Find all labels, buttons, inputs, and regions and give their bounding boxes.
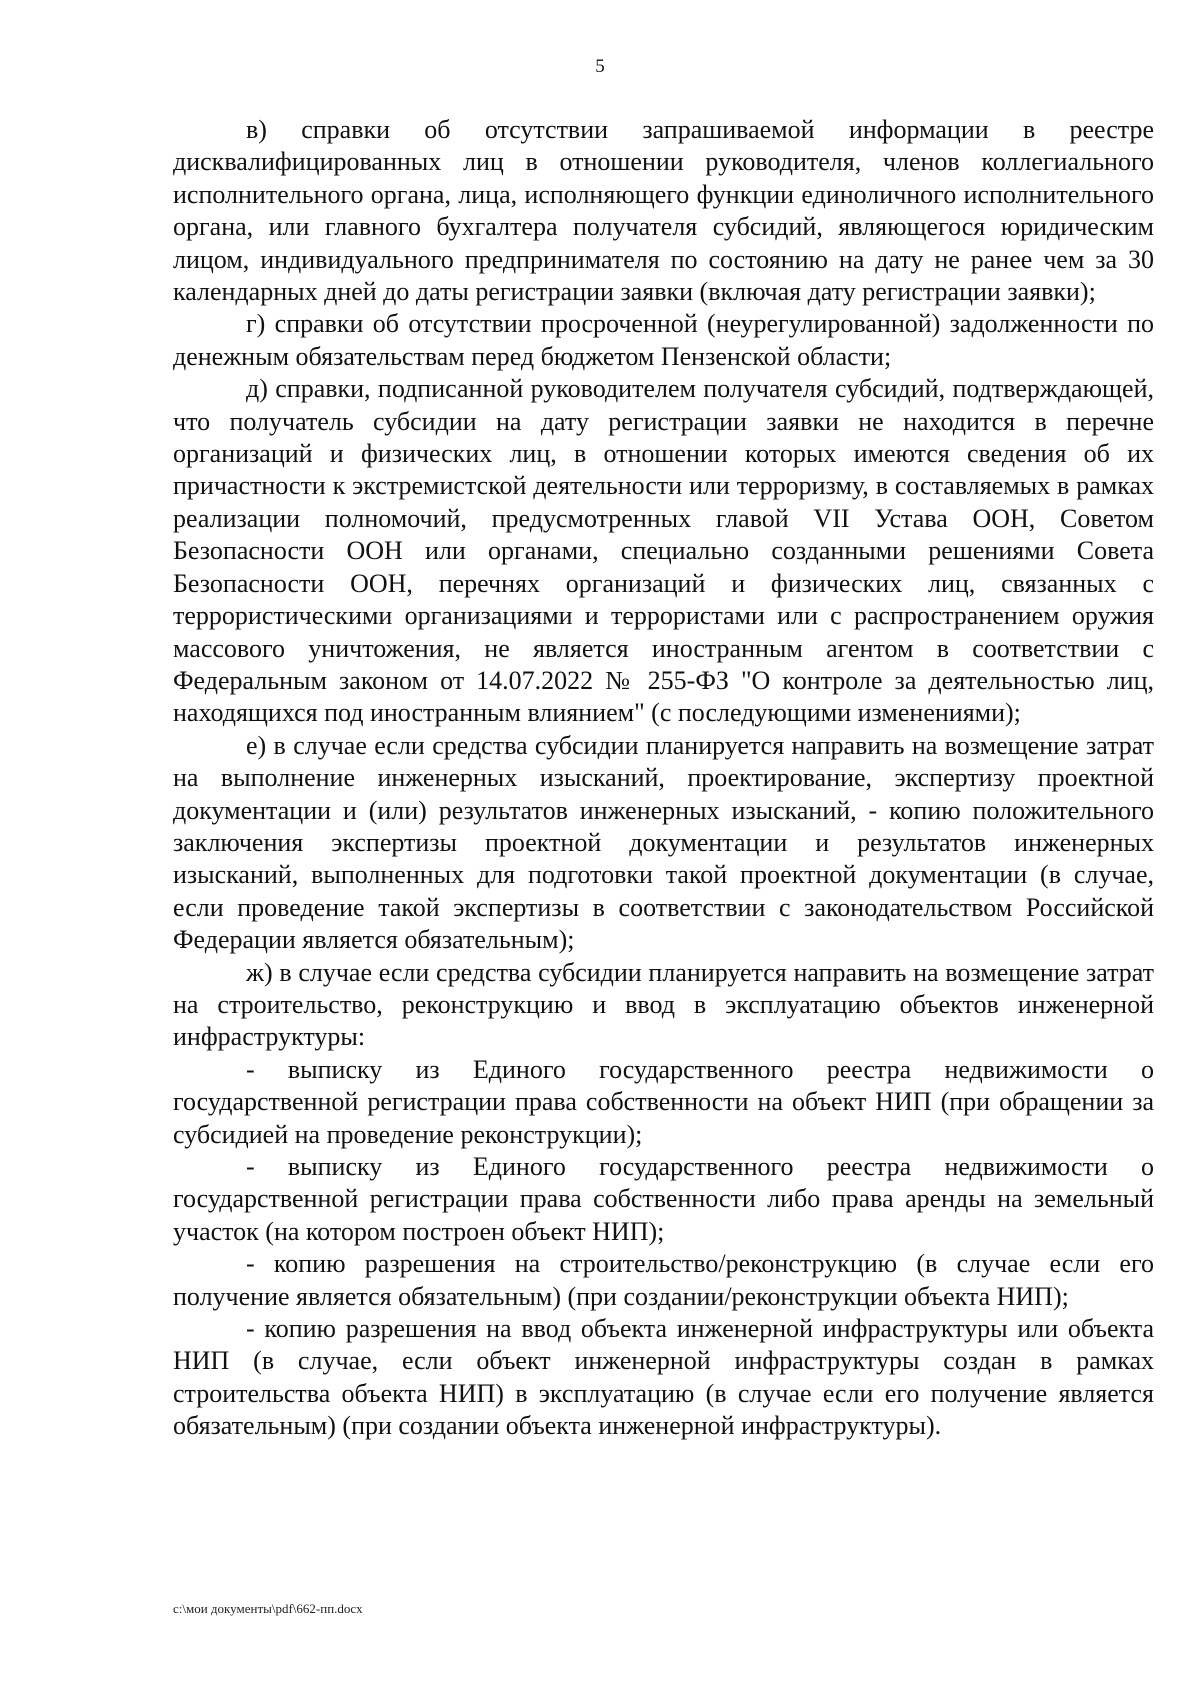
document-body bbox=[173, 114, 1154, 1443]
list-item-construction-permit: - копию разрешения на строительство/реконструкцию (в случае если его получение является обязательным) (при создании/реконструкции объекта НИП); bbox=[173, 1249, 1154, 1311]
paragraph-e-engineering-surveys: е) в случае если средства субсидии планируется направить на возмещение затрат на выполнение инженерных изысканий, проектирование, экспертизу проектной документации и (или) результатов инженерных изысканий, - копию положительного заключения экспертизы проектной документации и результатов инженерных изысканий, выполненных для подготовки такой проектной документации (в случае, если проведение такой экспертизы в соответствии с законодательством Российской Федерации является обязательным); bbox=[173, 730, 1154, 955]
paragraph-zh-construction-costs: ж) в случае если средства субсидии планируется направить на возмещение затрат на строительство, реконструкцию и ввод в эксплуатацию объектов инженерной инфраструктуры: bbox=[173, 957, 1154, 1052]
page-number: 5 bbox=[595, 56, 605, 77]
list-item-registry-extract-ownership: - выписку из Единого государственного реестра недвижимости о государственной регистрации права собственности на объект НИП (при обращении за субсидией на проведение реконструкции); bbox=[173, 1054, 1154, 1149]
footer-file-path: c:\мои документы\pdf\662-пп.docx bbox=[173, 1601, 363, 1616]
paragraph-v-disqualified-persons-certificate: в) справки об отсутствии запрашиваемой информации в реестре дисквалифицированных лиц в отношении руководителя, членов коллегиального исполнительного органа, лица, исполняющего функции единоличного исполнительного органа, или главного бухгалтера получателя субсидий, являющегося юридическим лицом, индивидуального предпринимателя по состоянию на дату не ранее чем за 30 календарных дней до даты регистрации заявки (включая дату регистрации заявки); bbox=[173, 115, 1154, 307]
paragraph-d-signed-certificate: д) справки, подписанной руководителем получателя субсидий, подтверждающей, что получатель субсидии на дату регистрации заявки не находится в перечне организаций и физических лиц, в отношении которых имеются сведения об их причастности к экстремистской деятельности или терроризму, в составляемых в рамках реализации полномочий, предусмотренных главой VII Устава ООН, Советом Безопасности ООН или органами, специально созданными решениями Совета Безопасности ООН, перечнях организаций и физических лиц, связанных с террористическими организациями и террористами или с распространением оружия массового уничтожения, не является иностранным агентом в соответствии с Федеральным законом от 14.07.2022 № 255-ФЗ "О контроле за деятельностью лиц, находящихся под иностранным влиянием" (с последующими изменениями); bbox=[173, 374, 1154, 728]
paragraph-g-no-overdue-debt-certificate: г) справки об отсутствии просроченной (неурегулированной) задолженности по денежным обязательствам перед бюджетом Пензенской области; bbox=[173, 309, 1154, 371]
list-item-registry-extract-land: - выписку из Единого государственного реестра недвижимости о государственной регистрации права собственности либо права аренды на земельный участок (на котором построен объект НИП); bbox=[173, 1152, 1154, 1246]
list-item-commissioning-permit: - копию разрешения на ввод объекта инженерной инфраструктуры или объекта НИП (в случае, если объект инженерной инфраструктуры создан в рамках строительства объекта НИП) в эксплуатацию (в случае если его получение является обязательным) (при создании объекта инженерной инфраструктуры). bbox=[173, 1314, 1154, 1441]
